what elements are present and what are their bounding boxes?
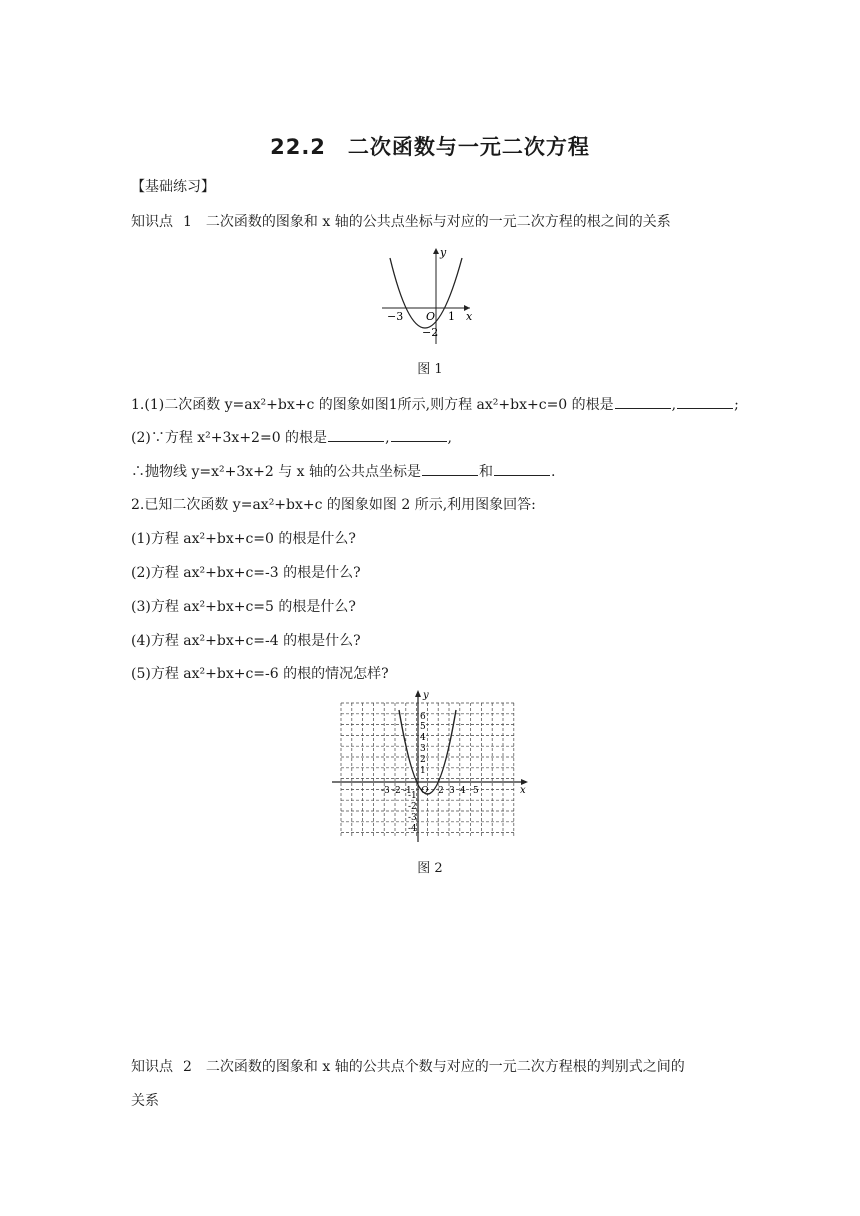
fig1-neg3-label: −3: [387, 310, 404, 323]
knowledge-point-2: [131, 1057, 685, 1077]
kp2-text: 二次函数的图象和 x 轴的公共点个数与对应的一元二次方程根的判别式之间的: [205, 1059, 685, 1075]
fig2-ytick-neg3: -3: [408, 813, 417, 823]
fig2-ytick-2: 2: [420, 755, 426, 765]
answer-blank: [328, 427, 384, 442]
fig2-xtick-neg2: -2: [392, 786, 401, 796]
answer-blank: [677, 394, 733, 409]
fig2-y-label: y: [423, 690, 429, 701]
question-2-intro: 2.已知二次函数 y=ax²+bx+c 的图象如图 2 所示,利用图象回答:: [131, 497, 536, 513]
kp1-num: 1: [183, 214, 192, 230]
fig2-xtick-4: 4: [460, 786, 466, 796]
q1-comma: ,: [385, 430, 390, 446]
question-2-item-4: (4)方程 ax²+bx+c=-4 的根是什么?: [131, 633, 361, 649]
q1-he: 和: [479, 464, 494, 480]
fig2-origin-label: O: [421, 786, 429, 796]
fig2-xtick-neg1: -1: [403, 786, 412, 796]
fig1-origin-label: O: [426, 310, 436, 323]
q1-comma: ,: [447, 430, 452, 446]
fig2-ytick-neg4: -4: [408, 824, 417, 834]
kp2-label: 知识点: [131, 1059, 173, 1075]
q1-p2-text: (2)∵方程 x²+3x+2=0 的根是: [131, 430, 328, 446]
fig2-x-label: x: [520, 785, 526, 796]
question-2-item-3: (3)方程 ax²+bx+c=5 的根是什么?: [131, 599, 356, 615]
fig2-ytick-neg2: -2: [408, 802, 417, 812]
figure-1-graph: [378, 244, 478, 348]
question-2-item-1: (1)方程 ax²+bx+c=0 的根是什么?: [131, 531, 356, 547]
figure-2-caption: 图 2: [417, 861, 443, 876]
question-1-part-1: [131, 394, 739, 415]
q1-semicolon: ;: [734, 397, 739, 413]
fig2-ytick-6: 6: [420, 712, 426, 722]
fig2-xtick-neg3: -3: [381, 786, 390, 796]
answer-blank: [615, 394, 671, 409]
fig1-neg2-label: −2: [422, 326, 439, 339]
q1-p1-text: 1.(1)二次函数 y=ax²+bx+c 的图象如图1所示,则方程 ax²+bx+c=0 的根是: [131, 397, 614, 413]
question-1-part-3: [131, 461, 555, 482]
kp2-num: 2: [183, 1059, 192, 1075]
answer-blank: [494, 461, 550, 476]
fig2-grid: [341, 703, 514, 838]
figure-1-caption: 图 1: [417, 362, 443, 377]
fig2-ytick-neg1: -1: [408, 791, 417, 801]
answer-blank: [391, 427, 447, 442]
fig1-one-label: 1: [448, 310, 455, 323]
knowledge-point-2-continued: 关系: [131, 1093, 159, 1109]
section-label: 【基础练习】: [131, 179, 215, 195]
question-1-part-2: [131, 427, 452, 448]
fig2-ytick-1: 1: [420, 766, 426, 776]
kp1-text: 二次函数的图象和 x 轴的公共点坐标与对应的一元二次方程的根之间的关系: [205, 214, 671, 230]
knowledge-point-1: [131, 212, 671, 232]
kp1-label: 知识点: [131, 214, 173, 230]
figure-2-graph: [328, 688, 532, 844]
fig1-x-label: x: [466, 310, 473, 323]
fig2-xtick-3: 3: [449, 786, 455, 796]
page-title: 22.2 二次函数与一元二次方程: [270, 135, 590, 159]
answer-blank: [422, 461, 478, 476]
q1-period: .: [551, 464, 556, 480]
fig2-ytick-4: 4: [420, 733, 426, 743]
fig2-ytick-5: 5: [420, 722, 426, 732]
q1-comma: ,: [671, 397, 677, 413]
question-2-item-5: (5)方程 ax²+bx+c=-6 的根的情况怎样?: [131, 666, 389, 682]
q1-p3-text: ∴抛物线 y=x²+3x+2 与 x 轴的公共点坐标是: [131, 464, 422, 480]
fig1-y-label: y: [440, 246, 447, 259]
fig2-ytick-3: 3: [420, 744, 426, 754]
fig2-xtick-5: 5: [473, 786, 479, 796]
fig2-xtick-2: 2: [438, 786, 444, 796]
question-2-item-2: (2)方程 ax²+bx+c=-3 的根是什么?: [131, 565, 361, 581]
